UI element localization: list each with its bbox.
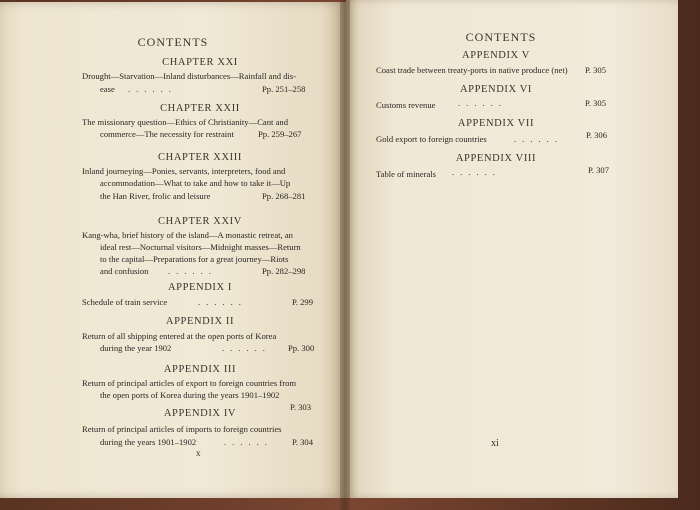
appendix-3-heading: APPENDIX III [163,364,237,375]
chapter-24-leader: ...... [168,266,217,276]
appendix-3-line-1: Return of principal articles of export to foreign countries from [82,378,297,388]
appendix-5-heading: APPENDIX V [462,50,530,61]
chapter-23-line-3: the Han River, frolic and leisure [100,191,211,201]
chapter-22-heading: CHAPTER XXII [160,103,240,114]
chapter-21-line-2: ease [100,84,115,94]
chapter-24-line-4: and confusion [100,266,149,276]
chapter-24-line-2: ideal rest—Nocturnal visitors—Midnight masses—Return [100,242,301,252]
appendix-6-pages: P. 305 [585,98,607,108]
chapter-21-line-1: Drought—Starvation—Inland disturbances—Rainfall and dis- [82,71,297,81]
chapter-23-line-2: accommodation—What to take and how to take it—Up [100,178,291,188]
chapter-24-line-1: Kang-wha, brief history of the island—A monastic retreat, an [82,230,293,240]
appendix-4-line-1: Return of principal articles of imports to foreign countries [82,424,282,434]
chapter-21-leader: ...... [128,84,177,94]
appendix-8-leader: ...... [452,167,501,177]
chapter-23-pages: Pp. 268–281 [262,191,306,201]
appendix-6-line: Customs revenue [376,100,436,110]
chapter-24-pages: Pp. 282–298 [262,266,306,276]
chapter-21-heading: CHAPTER XXI [162,57,238,68]
appendix-2-pages: Pp. 300 [288,343,315,353]
appendix-2-heading: APPENDIX II [165,316,235,327]
chapter-22-line-2: commerce—The necessity for restraint [100,129,234,139]
appendix-4-line-2: during the years 1901–1902 [100,437,197,447]
book-gutter [340,0,350,510]
appendix-7-heading: APPENDIX VII [457,118,535,129]
right-page-title: CONTENTS [465,30,537,44]
appendix-2-leader: ...... [222,343,271,353]
appendix-1-line-1: Schedule of train service [82,297,168,307]
appendix-3-pages: P. 303 [290,402,312,412]
appendix-1-pages: P. 299 [292,297,314,307]
appendix-6-heading: APPENDIX VI [459,84,533,95]
chapter-22-pages: Pp. 259–267 [258,129,302,139]
chapter-22-line-1: The missionary question—Ethics of Christianity—Cant and [82,117,288,127]
appendix-8-pages: P. 307 [588,165,610,175]
chapter-21-pages: Pp. 251–258 [262,84,306,94]
appendix-4-heading: APPENDIX IV [163,408,237,419]
chapter-24-heading: CHAPTER XXIV [158,216,242,227]
appendix-6-leader: ...... [458,98,507,108]
left-page-number: x [196,448,201,458]
right-page-number: xi [491,438,499,449]
left-page-title: CONTENTS [137,35,209,49]
right-page [346,0,678,498]
appendix-7-pages: P. 306 [586,130,608,140]
appendix-5-line: Coast trade between treaty-ports in native produce (net) [376,65,568,75]
appendix-2-line-1: Return of all shipping entered at the open ports of Korea [82,331,277,341]
chapter-23-line-1: Inland journeying—Ponies, servants, interpreters, food and [82,166,286,176]
appendix-1-heading: APPENDIX I [167,282,233,293]
appendix-4-leader: ...... [224,437,273,447]
appendix-2-line-2: during the year 1902 [100,343,172,353]
appendix-3-line-2: the open ports of Korea during the years 1901–1902 [100,390,280,400]
appendix-1-leader: ...... [198,297,247,307]
left-page [0,2,346,498]
appendix-8-line: Table of minerals [376,169,437,179]
appendix-8-heading: APPENDIX VIII [455,153,537,164]
appendix-7-leader: ...... [514,134,563,144]
chapter-24-line-3: to the capital—Preparations for a great journey—Riots [100,254,289,264]
chapter-23-heading: CHAPTER XXIII [158,152,242,163]
appendix-5-pages: P. 305 [585,65,607,75]
appendix-4-pages: P. 304 [292,437,314,447]
appendix-7-line: Gold export to foreign countries [376,134,487,144]
